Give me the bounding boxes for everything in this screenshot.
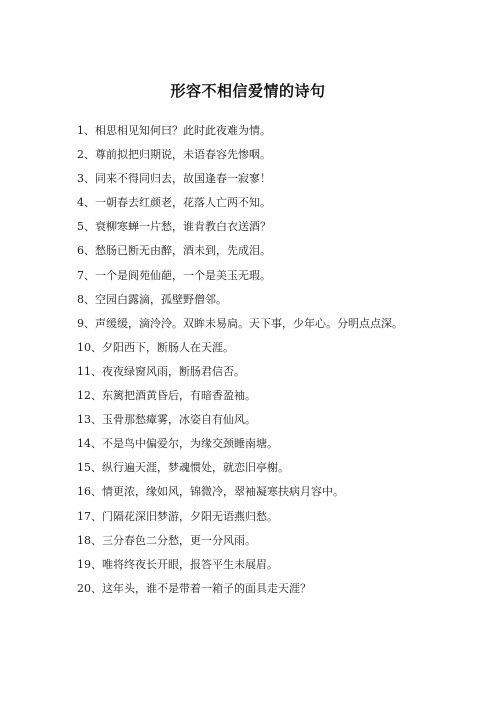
list-item: 4、一朝春去红颜老，花落人亡两不知。 — [77, 196, 271, 210]
list-item: 9、声缓缓，滴泠泠。双眸未易扃。天下事，少年心。分明点点深。 — [77, 316, 403, 330]
poem-list — [77, 119, 487, 601]
list-item: 2、尊前拟把归期说，未语春容先惨咽。 — [77, 148, 271, 162]
list-item: 6、愁肠已断无由醉，酒未到，先成泪。 — [77, 244, 271, 258]
list-item: 3、同来不得同归去，故国逢春一寂寥！ — [77, 172, 271, 186]
list-item: 16、情更浓，缘如风，锦微冷，翠袖凝寒扶病月容中。 — [77, 485, 344, 499]
list-item: 11、夜夜绿窗风雨，断肠君信否。 — [77, 364, 245, 378]
list-item: 13、玉骨那愁瘴雾，冰姿自有仙风。 — [77, 413, 256, 427]
list-item: 5、衰柳寒蝉一片愁，谁肯教白衣送酒？ — [77, 220, 271, 234]
list-item: 12、东篱把酒黄昏后，有暗香盈袖。 — [77, 389, 256, 403]
list-item: 18、三分春色二分愁，更一分风雨。 — [77, 533, 256, 547]
list-item: 14、不是鸟中偏爱尔，为缘交颈睡南塘。 — [77, 437, 278, 451]
page-title: 形容不相信爱情的诗句 — [170, 82, 326, 100]
list-item: 19、唯将终夜长开眼，报答平生未展眉。 — [77, 557, 278, 571]
list-item: 17、门隔花深旧梦游，夕阳无语燕归愁。 — [77, 509, 278, 523]
list-item: 20、这年头，谁不是带着一箱子的面具走天涯？ — [77, 581, 311, 595]
list-item: 10、夕阳西下，断肠人在天涯。 — [77, 340, 234, 354]
list-item: 7、一个是阆苑仙葩，一个是美玉无瑕。 — [77, 268, 271, 282]
list-item: 15、纵行遍天涯，梦魂惯处，就恋旧亭榭。 — [77, 461, 289, 475]
list-item: 1、相思相见知何曰？此时此夜难为情。 — [77, 124, 271, 137]
list-item: 8、空园白露滴，孤壁野僧邻。 — [77, 292, 227, 306]
